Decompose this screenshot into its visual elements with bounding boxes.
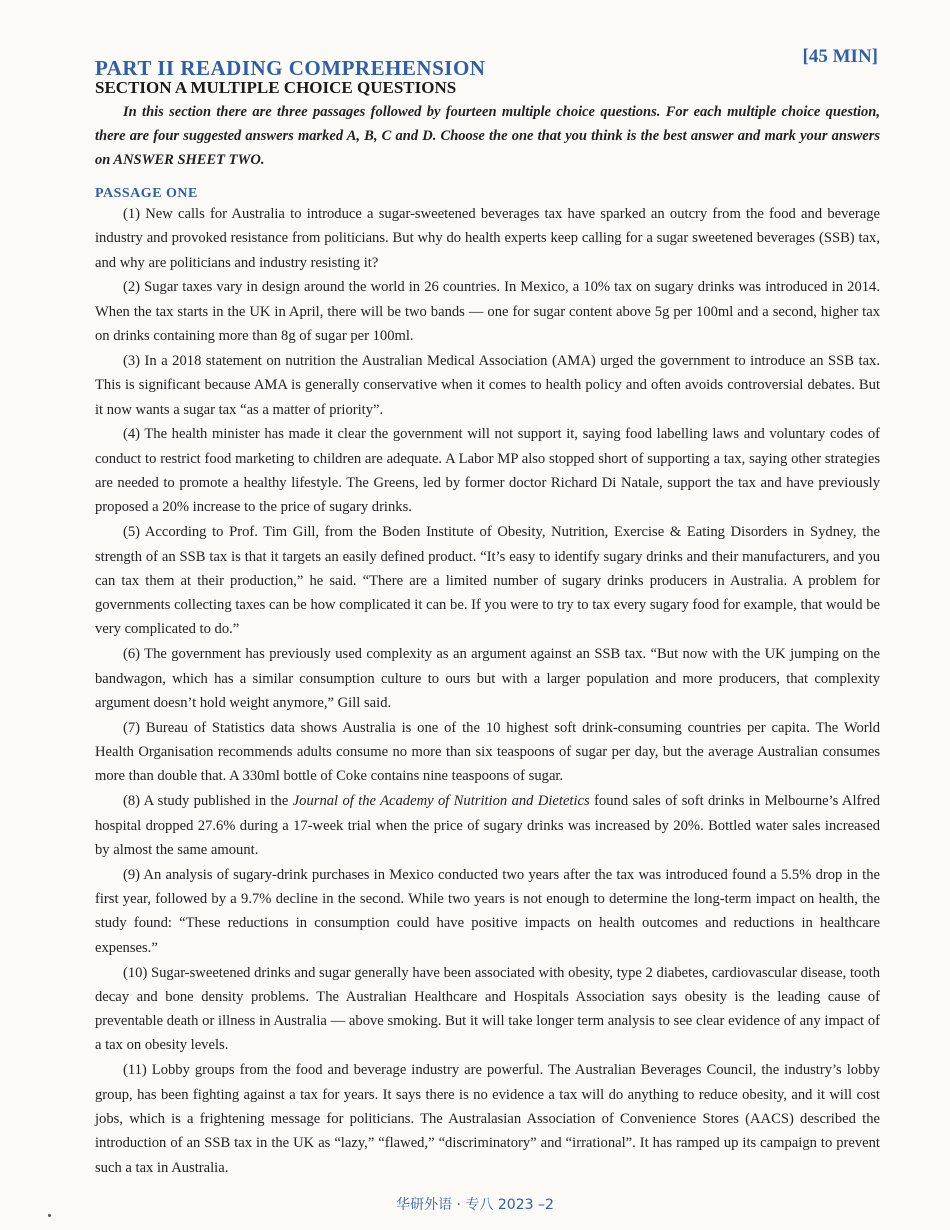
time-limit: [45 MIN] <box>802 46 878 67</box>
part-title: PART II READING COMPREHENSION <box>95 56 486 80</box>
margin-dot <box>48 1214 51 1217</box>
paragraph-10: (10) Sugar-sweetened drinks and sugar generally have been associated with obesity, type 2 diabetes, cardiovascular disease, tooth decay and bone density problems. The Australian Healthcare and Hospitals Association says obesity is the leading cause of preventable death or illness in Australia — above smoking. But it will take longer term analysis to see clear evidence of any impact of a tax on obesity levels. <box>95 964 880 1054</box>
section-title: SECTION A MULTIPLE CHOICE QUESTIONS <box>95 78 457 97</box>
paragraph-4: (4) The health minister has made it clear the government will not support it, saying food labelling laws and voluntary codes of conduct to restrict food marketing to children are adequate. A Labor MP also stopped short of supporting a tax, saying other strategies are needed to promote a healthy lifestyle. The Greens, led by former doctor Richard Di Natale, support the tax and have previously proposed a 20% increase to the price of sugary drinks. <box>95 426 880 516</box>
passage-body <box>95 202 880 1180</box>
page-footer: 华研外语 · 专八 2023 –2 <box>396 1197 554 1213</box>
paragraph-5: (5) According to Prof. Tim Gill, from the Boden Institute of Obesity, Nutrition, Exercise & Eating Disorders in Sydney, the strength of an SSB tax is that it targets an easily defined product. “It’s easy to identify sugary drinks and their manufacturers, and you can tax them at their production,” he said. “There are a limited number of sugary drinks producers in Australia. A problem for governments collecting taxes can be how complicated it can be. If you were to try to tax every sugary food for example, that would be very complicated to do.” <box>95 524 880 638</box>
passage-title: PASSAGE ONE <box>95 186 198 201</box>
paragraph-8-suffix: found sales of soft drinks in Melbourne’s Alfred hospital dropped 27.6% during a 17-week trial when the price of sugary drinks was increased by 20%. Bottled water sales increased by almost the same amount. <box>95 793 880 858</box>
journal-title: Journal of the Academy of Nutrition and Dietetics <box>292 793 590 810</box>
paragraph-9: (9) An analysis of sugary-drink purchases in Mexico conducted two years after the tax was introduced found a 5.5% drop in the first year, followed by a 9.7% decline in the second. While two years is not enough to determine the long-term impact on health, the study found: “These reductions in consumption could have positive impacts on health outcomes and reductions in healthcare expenses.” <box>95 866 880 956</box>
instructions: In this section there are three passages followed by fourteen multiple choice questions. For each multiple choice question, there are four suggested answers marked A, B, C and D. Choose the one that you think is the best answer and mark your answers on ANSWER SHEET TWO. <box>95 104 880 168</box>
paragraph-11: (11) Lobby groups from the food and beverage industry are powerful. The Australian Beverages Council, the industry’s lobby group, has been fighting against a tax for years. It says there is no evidence a tax will do anything to reduce obesity, and it will cost jobs, which is a frightening message for politicians. The Australasian Association of Convenience Stores (AACS) described the introduction of an SSB tax in the UK as “lazy,” “flawed,” “discriminatory” and “irrational”. It has ramped up its campaign to prevent such a tax in Australia. <box>95 1062 880 1176</box>
paragraph-2: (2) Sugar taxes vary in design around the world in 26 countries. In Mexico, a 10% tax on sugary drinks was introduced in 2014. When the tax starts in the UK in April, there will be two bands — one for sugar content above 5g per 100ml and a second, higher tax on drinks containing more than 8g of sugar per 100ml. <box>95 279 880 345</box>
paragraph-7: (7) Bureau of Statistics data shows Australia is one of the 10 highest soft drink-consuming countries per capita. The World Health Organisation recommends adults consume no more than six teaspoons of sugar per day, but the average Australian consumes more than double that. A 330ml bottle of Coke contains nine teaspoons of sugar. <box>95 719 880 785</box>
paragraph-3: (3) In a 2018 statement on nutrition the Australian Medical Association (AMA) urged the government to introduce an SSB tax. This is significant because AMA is generally conservative when it comes to health policy and often avoids controversial debates. But it now wants a sugar tax “as a matter of priority”. <box>95 352 880 418</box>
paragraph-6: (6) The government has previously used complexity as an argument against an SSB tax. “But now with the UK jumping on the bandwagon, which has a similar consumption culture to ours but with a larger population and more producers, that complexity argument doesn’t hold weight anymore,” Gill said. <box>95 646 880 711</box>
paragraph-1: (1) New calls for Australia to introduce a sugar-sweetened beverages tax have sparked an outcry from the food and beverage industry and provoked resistance from politicians. But why do health experts keep calling for a sugar sweetened beverages (SSB) tax, and why are politicians and industry resisting it? <box>95 206 880 271</box>
paragraph-8-prefix: (8) A study published in the <box>123 793 293 810</box>
paragraph-8 <box>95 789 880 862</box>
